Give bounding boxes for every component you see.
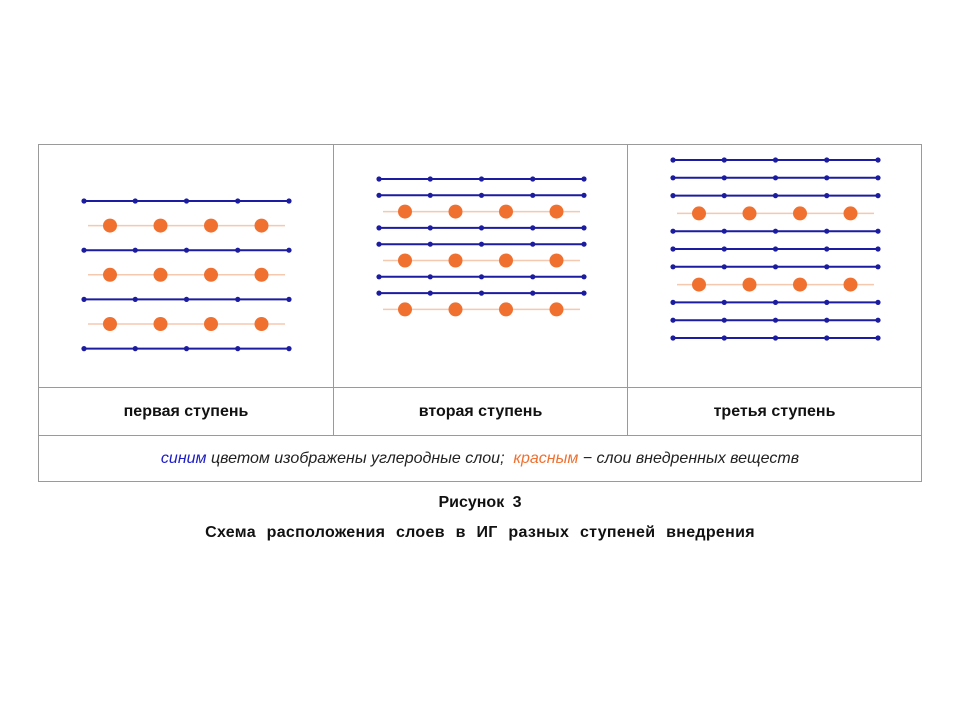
carbon-atom: [773, 157, 778, 162]
carbon-atom: [773, 193, 778, 198]
carbon-atom: [81, 346, 86, 351]
carbon-atom: [670, 193, 675, 198]
stage-1-diagram: [39, 145, 333, 387]
carbon-atom: [581, 242, 586, 247]
carbon-atom: [184, 198, 189, 203]
intercalant-atom: [398, 302, 412, 316]
intercalant-atom: [449, 205, 463, 219]
intercalant-atom: [398, 205, 412, 219]
carbon-atom: [722, 246, 727, 251]
intercalant-atom: [255, 317, 269, 331]
intercalant-atom: [204, 219, 218, 233]
carbon-atom: [824, 193, 829, 198]
carbon-atom: [722, 157, 727, 162]
carbon-atom: [286, 198, 291, 203]
intercalant-atom: [550, 254, 564, 268]
carbon-atom: [81, 297, 86, 302]
carbon-atom: [670, 264, 675, 269]
carbon-atom: [81, 198, 86, 203]
carbon-atom: [530, 176, 535, 181]
figure-title: Схема расположения слоев в ИГ разных ступеней внедрения: [205, 524, 755, 541]
carbon-atom: [286, 297, 291, 302]
carbon-atom: [376, 274, 381, 279]
carbon-atom: [773, 300, 778, 305]
legend-red-text: − слои внедренных веществ: [578, 449, 800, 467]
carbon-atom: [479, 291, 484, 296]
carbon-atom: [581, 225, 586, 230]
legend-red-word: красным: [513, 449, 579, 467]
carbon-atom: [133, 346, 138, 351]
carbon-atom: [875, 246, 880, 251]
stage-3-label: третья ступень: [713, 402, 836, 420]
column-divider-1: [333, 145, 334, 435]
carbon-atom: [428, 193, 433, 198]
intercalant-atom: [154, 268, 168, 282]
carbon-atom: [824, 175, 829, 180]
intercalant-atom: [550, 205, 564, 219]
carbon-atom: [376, 242, 381, 247]
carbon-atom: [530, 291, 535, 296]
intercalant-atom: [743, 206, 757, 220]
carbon-atom: [184, 248, 189, 253]
carbon-atom: [428, 242, 433, 247]
carbon-atom: [722, 318, 727, 323]
carbon-atom: [773, 318, 778, 323]
intercalant-atom: [449, 254, 463, 268]
intercalant-atom: [154, 317, 168, 331]
carbon-atom: [530, 225, 535, 230]
carbon-atom: [428, 176, 433, 181]
carbon-atom: [133, 198, 138, 203]
carbon-atom: [875, 264, 880, 269]
carbon-atom: [286, 248, 291, 253]
carbon-atom: [133, 248, 138, 253]
carbon-atom: [722, 335, 727, 340]
carbon-atom: [670, 246, 675, 251]
carbon-atom: [235, 346, 240, 351]
intercalant-atom: [103, 219, 117, 233]
carbon-atom: [479, 193, 484, 198]
carbon-atom: [428, 291, 433, 296]
intercalant-atom: [103, 268, 117, 282]
carbon-atom: [670, 300, 675, 305]
carbon-atom: [184, 346, 189, 351]
carbon-atom: [428, 225, 433, 230]
carbon-atom: [235, 198, 240, 203]
stage-2-diagram: [334, 145, 627, 387]
carbon-atom: [581, 176, 586, 181]
carbon-atom: [428, 274, 433, 279]
carbon-atom: [530, 274, 535, 279]
carbon-atom: [530, 242, 535, 247]
intercalant-atom: [449, 302, 463, 316]
stage-3-svg: [628, 145, 921, 387]
carbon-atom: [670, 229, 675, 234]
intercalant-atom: [692, 206, 706, 220]
carbon-atom: [81, 248, 86, 253]
carbon-atom: [722, 229, 727, 234]
intercalant-atom: [743, 278, 757, 292]
intercalant-atom: [499, 205, 513, 219]
intercalant-atom: [398, 254, 412, 268]
carbon-atom: [824, 335, 829, 340]
intercalant-atom: [793, 206, 807, 220]
carbon-atom: [875, 335, 880, 340]
legend-blue-word: синим: [160, 449, 207, 467]
carbon-atom: [479, 176, 484, 181]
intercalant-atom: [103, 317, 117, 331]
stage-2-label: вторая ступень: [418, 402, 543, 420]
carbon-atom: [581, 274, 586, 279]
carbon-atom: [530, 193, 535, 198]
intercalant-atom: [793, 278, 807, 292]
carbon-atom: [286, 346, 291, 351]
carbon-atom: [875, 229, 880, 234]
stage-1-svg: [39, 145, 333, 387]
carbon-atom: [824, 264, 829, 269]
carbon-atom: [722, 193, 727, 198]
carbon-atom: [722, 175, 727, 180]
intercalant-atom: [844, 206, 858, 220]
carbon-atom: [479, 242, 484, 247]
carbon-atom: [479, 225, 484, 230]
carbon-atom: [235, 248, 240, 253]
intercalant-atom: [255, 219, 269, 233]
carbon-atom: [875, 157, 880, 162]
carbon-atom: [875, 175, 880, 180]
carbon-atom: [824, 246, 829, 251]
carbon-atom: [875, 318, 880, 323]
carbon-atom: [184, 297, 189, 302]
intercalant-atom: [204, 268, 218, 282]
legend: [39, 436, 921, 481]
carbon-atom: [773, 175, 778, 180]
carbon-atom: [824, 318, 829, 323]
carbon-atom: [722, 300, 727, 305]
carbon-atom: [581, 291, 586, 296]
carbon-atom: [376, 291, 381, 296]
carbon-atom: [376, 225, 381, 230]
carbon-atom: [722, 264, 727, 269]
carbon-atom: [670, 335, 675, 340]
legend-blue-text: цветом изображены углеродные слои;: [206, 449, 514, 467]
carbon-atom: [875, 193, 880, 198]
intercalant-atom: [204, 317, 218, 331]
carbon-atom: [670, 175, 675, 180]
stage-2-svg: [334, 145, 627, 387]
carbon-atom: [670, 157, 675, 162]
intercalant-atom: [499, 302, 513, 316]
stage-1-label: первая ступень: [123, 402, 249, 420]
intercalant-atom: [499, 254, 513, 268]
carbon-atom: [670, 318, 675, 323]
carbon-atom: [235, 297, 240, 302]
figure-table: [38, 144, 922, 482]
intercalant-atom: [844, 278, 858, 292]
carbon-atom: [376, 193, 381, 198]
intercalant-atom: [154, 219, 168, 233]
carbon-atom: [581, 193, 586, 198]
carbon-atom: [824, 157, 829, 162]
carbon-atom: [773, 264, 778, 269]
carbon-atom: [133, 297, 138, 302]
intercalant-atom: [255, 268, 269, 282]
carbon-atom: [773, 246, 778, 251]
column-divider-2: [627, 145, 628, 435]
diagram-row: [39, 145, 921, 388]
carbon-atom: [479, 274, 484, 279]
intercalant-atom: [692, 278, 706, 292]
carbon-atom: [875, 300, 880, 305]
figure-label: Рисунок 3: [438, 494, 522, 511]
carbon-atom: [376, 176, 381, 181]
stage-label-row: [39, 388, 921, 436]
carbon-atom: [773, 229, 778, 234]
intercalant-atom: [550, 302, 564, 316]
carbon-atom: [824, 229, 829, 234]
stage-3-diagram: [628, 145, 921, 387]
carbon-atom: [824, 300, 829, 305]
carbon-atom: [773, 335, 778, 340]
